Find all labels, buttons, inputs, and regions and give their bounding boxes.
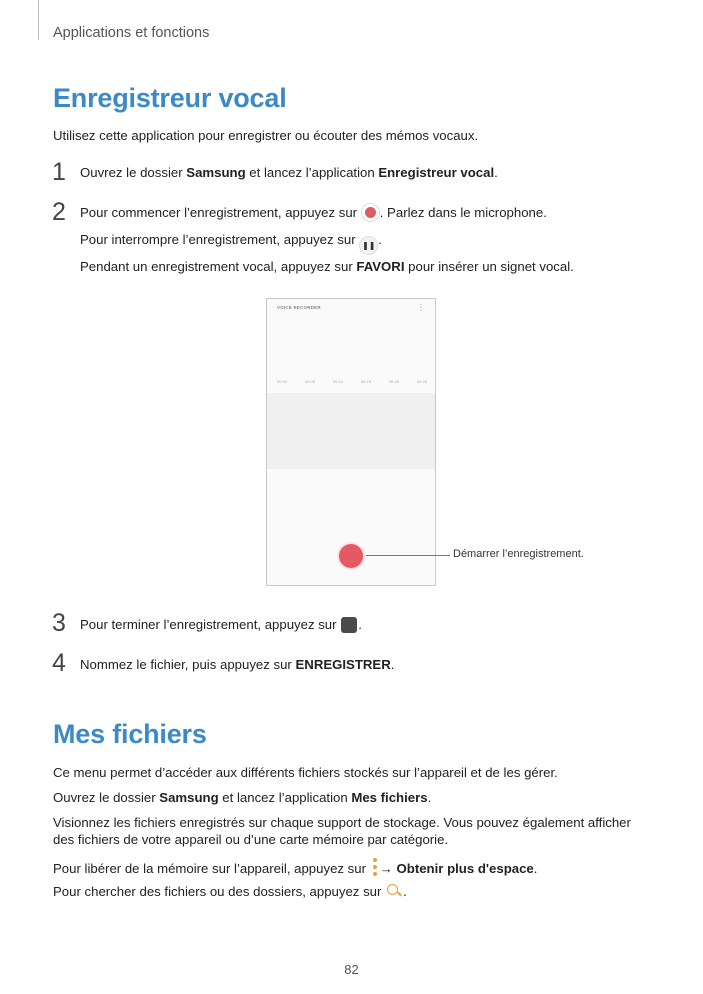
callout-start-recording: Démarrer l’enregistrement. — [453, 548, 584, 560]
timeline-tick: 00:05 — [304, 379, 315, 384]
step-number-3: 3 — [52, 609, 66, 637]
more-options-icon: ⋮ — [417, 303, 425, 312]
step-1-text: Ouvrez le dossier Samsung et lancez l’application Enregistreur vocal. — [80, 165, 498, 180]
page-number: 82 — [344, 962, 359, 977]
waveform-area — [267, 393, 435, 469]
section-title-voice-recorder: Enregistreur vocal — [53, 83, 287, 113]
section-title-my-files: Mes fichiers — [53, 719, 207, 749]
step-2-line-3: Pendant un enregistrement vocal, appuyez sur FAVORI pour insérer un signet vocal. — [80, 259, 574, 274]
my-files-paragraph-2: Ouvrez le dossier Samsung et lancez l’application Mes fichiers. — [53, 790, 432, 805]
voice-recorder-screenshot — [266, 298, 436, 586]
record-icon — [362, 204, 379, 221]
step-2-line-2: Pour interrompre l’enregistrement, appuyez sur ❚❚ . — [80, 231, 670, 254]
timeline-ticks — [277, 379, 427, 384]
step-number-4: 4 — [52, 649, 66, 677]
callout-line — [366, 555, 450, 556]
step-3-text: Pour terminer l’enregistrement, appuyez sur . — [80, 617, 362, 632]
timeline-tick: 00:10 — [332, 379, 343, 384]
timeline-tick: 00:15 — [360, 379, 371, 384]
pause-icon: ❚❚ — [360, 237, 377, 254]
my-files-paragraph-5: Pour chercher des fichiers ou des dossiers, appuyez sur . — [53, 884, 407, 899]
my-files-paragraph-3: Visionnez les fichiers enregistrés sur chaque support de stockage. Vous pouvez également afficher des fichiers de votre appareil ou d’une carte mémoire par catégorie. — [53, 815, 631, 847]
search-icon — [386, 883, 402, 899]
step-4-text: Nommez le fichier, puis appuyez sur ENREGISTRER. — [80, 657, 395, 672]
my-files-paragraph-1: Ce menu permet d’accéder aux différents fichiers stockés sur l’appareil et de les gérer. — [53, 765, 558, 780]
more-options-icon — [372, 858, 378, 876]
intro-paragraph: Utilisez cette application pour enregistrer ou écouter des mémos vocaux. — [53, 128, 479, 143]
record-button[interactable] — [339, 544, 363, 568]
stop-icon — [341, 617, 357, 633]
timeline-tick: 00:25 — [416, 379, 427, 384]
my-files-paragraph-4: Pour libérer de la mémoire sur l’appareil, appuyez sur → Obtenir plus d'espace. — [53, 858, 653, 877]
header-divider — [38, 0, 39, 40]
timeline-tick: 00:20 — [388, 379, 399, 384]
step-number-1: 1 — [52, 158, 66, 186]
step-2-line-1: Pour commencer l’enregistrement, appuyez sur . Parlez dans le microphone. — [80, 205, 547, 220]
timeline-tick: 00:00 — [277, 379, 288, 384]
running-header: Applications et fonctions — [53, 25, 210, 41]
voice-recorder-app-title: VOICE RECORDER — [277, 305, 321, 310]
step-number-2: 2 — [52, 198, 66, 226]
